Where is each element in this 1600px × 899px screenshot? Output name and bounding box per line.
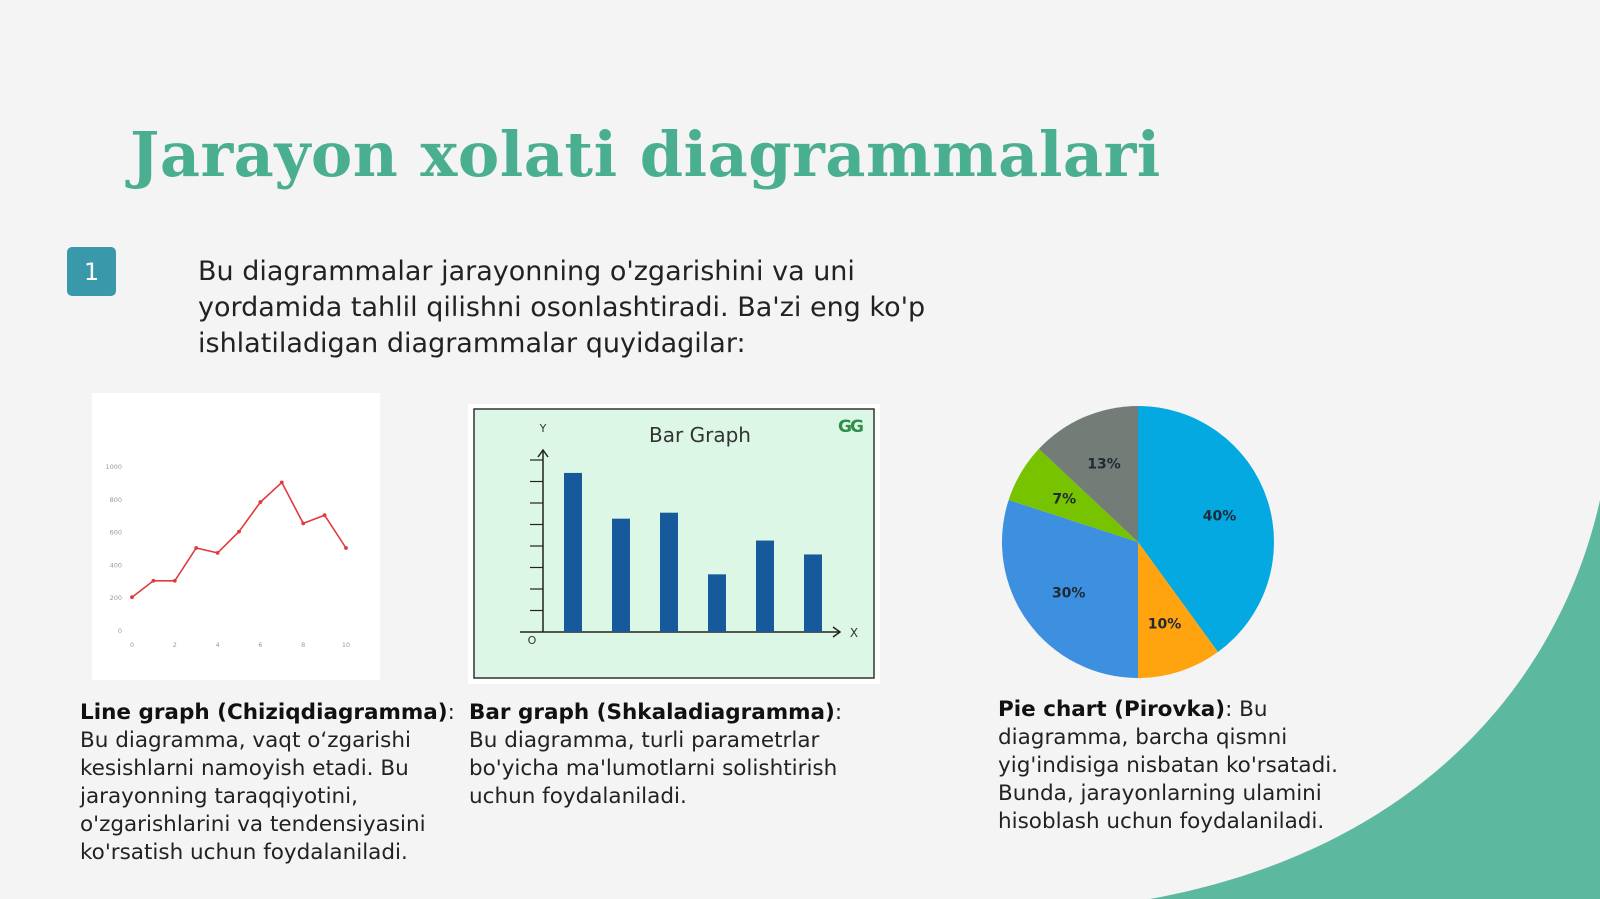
line-point	[194, 546, 198, 550]
line-point	[152, 579, 156, 583]
line-graph	[92, 393, 380, 680]
pie-chart-caption-title: Pie chart (Pirovka)	[998, 697, 1226, 722]
y-axis-label: Y	[539, 422, 547, 435]
pie-chart	[990, 400, 1290, 690]
pie-chart-caption-text: : Bu diagramma, barcha qismni yig'indisiga nisbatan ko'rsatadi. Bunda, jarayonlarning ulamini hisoblash uchun foydalaniladi.	[998, 697, 1339, 834]
pie-chart-card	[990, 400, 1290, 690]
page-title: Jarayon xolati diagrammalari	[130, 118, 1161, 191]
x-tick-label: 0	[129, 641, 135, 649]
y-tick-label: 600	[109, 528, 122, 537]
bar	[612, 519, 630, 632]
y-tick-label: 400	[109, 561, 122, 570]
x-tick-label: 6	[258, 641, 263, 649]
y-tick-label: 800	[109, 495, 122, 504]
step-number: 1	[83, 257, 100, 286]
x-tick-label: 2	[172, 641, 177, 649]
bar-graph-title: Bar Graph	[649, 423, 751, 447]
line-graph-caption-text: : Bu diagramma, vaqt o‘zgarishi kesishlarni namoyish etadi. Bu jarayonning taraqqiyotini, o'zgarishlarini va tendensiyasini ko'rsatish uchun foydalaniladi.	[80, 700, 455, 865]
bar-graph	[468, 404, 880, 684]
line-series	[132, 482, 346, 597]
line-graph-caption	[80, 699, 460, 867]
pie-slice-label: 7%	[1052, 491, 1077, 508]
y-tick-label: 1000	[105, 463, 122, 471]
line-point	[259, 500, 263, 504]
pie-chart-caption	[998, 696, 1358, 836]
y-tick-label: 0	[117, 627, 122, 635]
bar-graph-caption-text: : Bu diagramma, turli parametrlar bo'yicha ma'lumotlarni solishtirish uchun foydalaniladi.	[469, 700, 843, 809]
x-tick-label: 8	[301, 641, 306, 649]
line-point	[344, 546, 348, 550]
bar	[756, 541, 774, 632]
y-tick-label: 200	[109, 594, 122, 603]
step-badge	[67, 247, 116, 296]
x-axis-label: X	[849, 626, 859, 640]
pie-slice-label: 13%	[1087, 456, 1121, 473]
bar-graph-card	[468, 404, 880, 684]
line-point	[216, 551, 220, 555]
line-point	[280, 481, 284, 485]
bar-graph-caption	[469, 699, 869, 811]
x-tick-label: 4	[215, 641, 220, 649]
intro-text: Bu diagrammalar jarayonning o'zgarishini va uni yordamida tahlil qilishni osonlashtiradi. Ba'zi eng ko'p ishlatiladigan diagrammalar quyidagilar:	[198, 256, 926, 359]
pie-slice-label: 40%	[1202, 508, 1237, 525]
line-point	[237, 530, 241, 534]
line-point	[301, 522, 305, 526]
pie-slice-label: 10%	[1147, 616, 1182, 633]
pie-slice-label: 30%	[1051, 585, 1086, 602]
bar	[708, 574, 726, 632]
line-graph-card	[92, 393, 380, 680]
origin-label: O	[527, 634, 537, 647]
line-point	[173, 579, 177, 583]
line-point	[323, 513, 327, 517]
bar-graph-caption-title: Bar graph (Shkaladiagramma)	[469, 700, 835, 725]
line-point	[130, 595, 134, 599]
bar	[660, 513, 678, 632]
bar	[804, 554, 822, 632]
line-graph-caption-title: Line graph (Chiziqdiagramma)	[80, 700, 448, 725]
x-tick-label: 10	[341, 641, 351, 649]
bar	[564, 473, 582, 632]
gg-logo: GG	[838, 417, 862, 437]
